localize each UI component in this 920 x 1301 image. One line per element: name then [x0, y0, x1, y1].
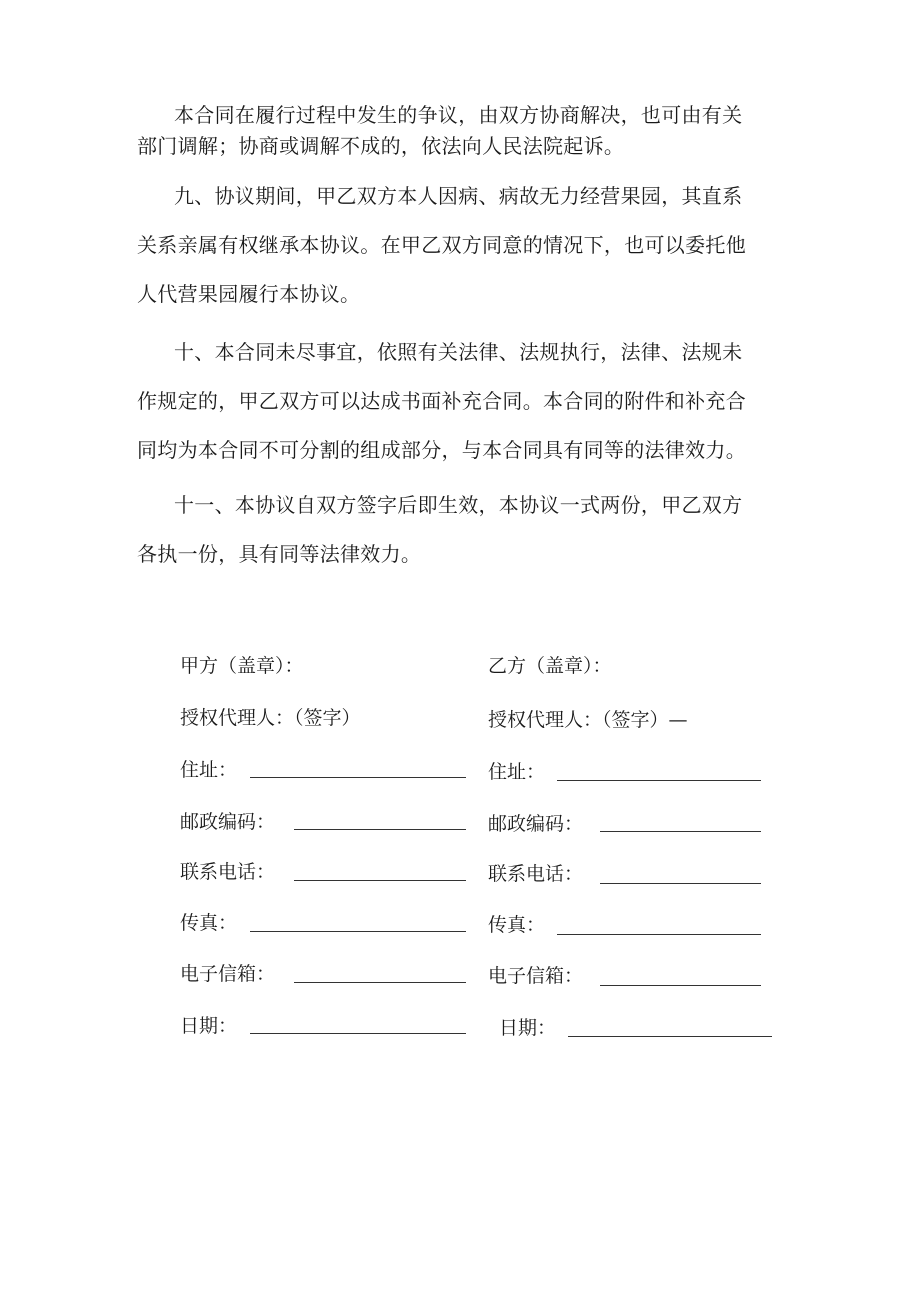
party-a-address-field[interactable]: [250, 777, 466, 778]
party-a-postcode-field[interactable]: [294, 829, 466, 830]
party-a-email-label: 电子信箱：: [180, 963, 276, 985]
party-b-phone-label: 联系电话：: [488, 863, 584, 885]
paragraph-line: 关系亲属有权继承本协议。在甲乙双方同意的情况下，也可以委托他: [137, 233, 746, 257]
party-b-date-label: 日期：: [499, 1017, 557, 1039]
party-a-phone-label: 联系电话：: [180, 861, 276, 883]
paragraph-line: 人代营果园履行本协议。: [137, 282, 361, 306]
paragraph-line: 十、本合同未尽事宜，依照有关法律、法规执行，法律、法规未: [174, 340, 743, 364]
clause-9: [137, 186, 797, 304]
paragraph-dispute-resolution: [137, 105, 797, 156]
party-b-email-label: 电子信箱：: [488, 965, 584, 987]
party-b-postcode-label: 邮政编码：: [488, 813, 584, 835]
paragraph-line: 九、协议期间，甲乙双方本人因病、病故无力经营果园，其直系: [174, 184, 743, 208]
party-b-phone-field[interactable]: [600, 883, 761, 884]
party-a-address-label: 住址：: [180, 759, 238, 781]
clause-10: [137, 342, 797, 460]
paragraph-line: 部门调解；协商或调解不成的，依法向人民法院起诉。: [137, 134, 625, 158]
party-b-fax-label: 传真：: [488, 914, 546, 936]
party-a-phone-field[interactable]: [294, 880, 466, 881]
party-b-fax-field[interactable]: [557, 934, 761, 935]
party-a-fax-field[interactable]: [250, 931, 466, 932]
party-a-title: 甲方（盖章）：: [180, 655, 304, 677]
party-a-date-field[interactable]: [250, 1033, 466, 1034]
clause-11: [137, 495, 797, 564]
paragraph-line: 作规定的，甲乙双方可以达成书面补充合同。本合同的附件和补充合: [137, 389, 746, 413]
paragraph-line: 各执一份，具有同等法律效力。: [137, 542, 422, 566]
party-a-email-field[interactable]: [294, 982, 466, 983]
party-b-email-field[interactable]: [600, 985, 761, 986]
party-b-address-label: 住址：: [488, 761, 546, 783]
party-b-title: 乙方（盖章）：: [488, 655, 612, 677]
party-b-address-field[interactable]: [557, 780, 761, 781]
party-b-postcode-field[interactable]: [600, 831, 761, 832]
party-a-agent-label: 授权代理人：（签字）: [180, 707, 361, 729]
paragraph-line: 十一、本协议自双方签字后即生效，本协议一式两份，甲乙双方: [174, 493, 743, 517]
party-b-date-field[interactable]: [568, 1036, 772, 1037]
party-a-postcode-label: 邮政编码：: [180, 811, 276, 833]
paragraph-line: 本合同在履行过程中发生的争议，由双方协商解决，也可由有关: [174, 103, 743, 127]
party-a-date-label: 日期：: [180, 1015, 238, 1037]
paragraph-line: 同均为本合同不可分割的组成部分，与本合同具有同等的法律效力。: [137, 438, 746, 462]
party-b-agent-label: 授权代理人：（签字）—: [488, 709, 688, 731]
party-a-fax-label: 传真：: [180, 912, 238, 934]
